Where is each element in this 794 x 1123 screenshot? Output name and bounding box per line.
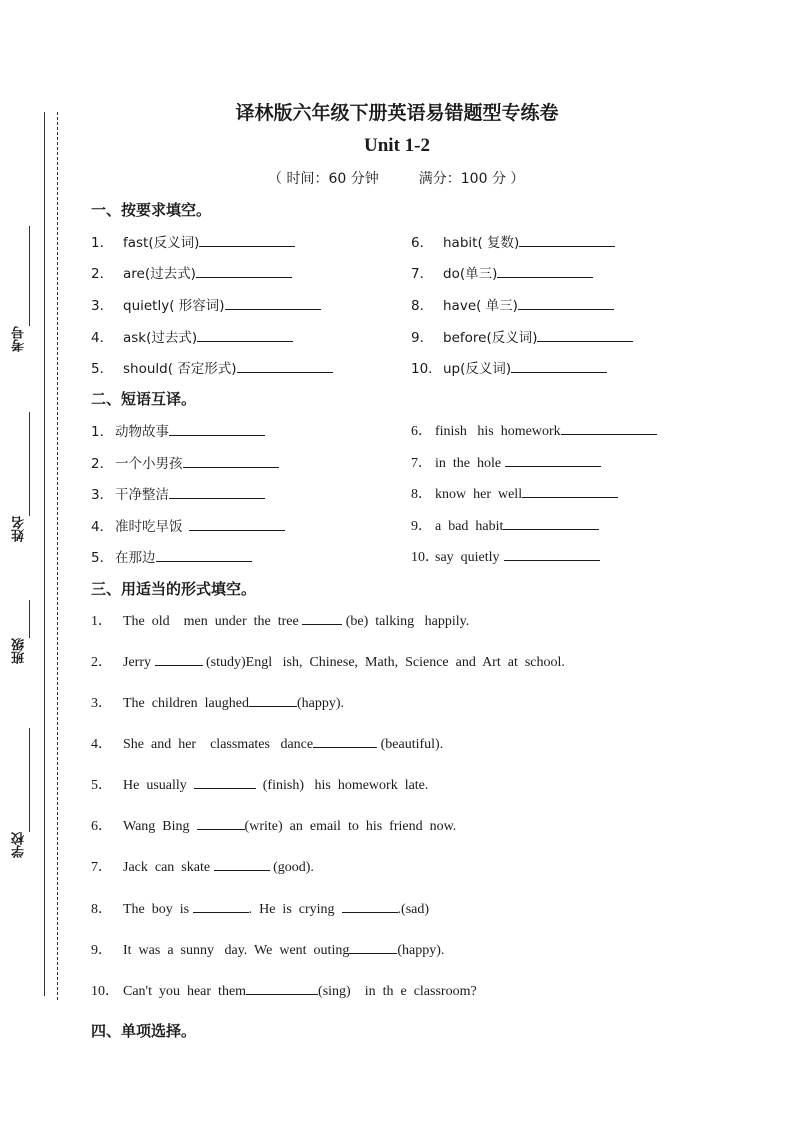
answer-blank[interactable] <box>342 899 398 913</box>
item-number: 2． <box>91 655 112 670</box>
item-text-after: (happy). <box>296 696 344 711</box>
item-text: 在那边 <box>115 550 156 566</box>
item-text-before: Wang Bing <box>123 819 197 834</box>
item-text: 一个小男孩 <box>115 456 183 472</box>
item-number: 9． <box>411 330 434 346</box>
s1-item-8 <box>411 294 614 314</box>
item-text: up(反义词) <box>443 361 512 377</box>
name-line <box>29 412 30 516</box>
item-text-before: The old men under the tree <box>123 614 303 629</box>
item-number: 10． <box>91 984 119 999</box>
item-text: quietly( 形容词) <box>123 298 225 314</box>
item-number: 2． <box>91 266 114 282</box>
item-number: 1． <box>91 424 114 440</box>
item-text-after: (be) talking happily. <box>342 614 470 629</box>
s3-item-4 <box>91 733 443 753</box>
s2-item-4 <box>91 515 285 535</box>
s3-item-9 <box>91 939 444 959</box>
name-label: 姓名 <box>12 516 27 542</box>
item-text-after: .(sad) <box>397 902 430 917</box>
answer-blank[interactable] <box>497 264 593 278</box>
item-text-before: The boy is <box>123 902 193 917</box>
answer-blank[interactable] <box>194 775 256 789</box>
item-number: 1． <box>91 614 112 629</box>
item-text: ask(过去式) <box>123 330 198 346</box>
s1-item-7 <box>411 262 593 282</box>
answer-blank[interactable] <box>503 516 599 530</box>
s1-item-3 <box>91 294 321 314</box>
item-text-before: Jerry <box>123 655 155 670</box>
answer-blank[interactable] <box>511 359 607 373</box>
s2-item-2 <box>91 452 279 472</box>
answer-blank[interactable] <box>189 517 285 531</box>
s3-item-3 <box>91 692 344 712</box>
answer-blank[interactable] <box>225 296 321 310</box>
item-text-after: (study)Engl ish, Chinese, Math, Science and Art at school. <box>202 655 565 670</box>
item-text-before: Can't you hear them <box>123 984 247 999</box>
answer-blank[interactable] <box>156 548 252 562</box>
s3-item-10 <box>91 980 477 1000</box>
s1-item-5 <box>91 357 333 377</box>
item-number: 3． <box>91 298 114 314</box>
answer-blank[interactable] <box>522 484 618 498</box>
item-text: in the hole <box>435 456 502 471</box>
answer-blank[interactable] <box>237 359 333 373</box>
s3-item-6 <box>91 815 456 835</box>
class-line <box>29 600 30 638</box>
s3-item-8 <box>91 898 429 918</box>
s1-item-10 <box>411 357 607 377</box>
item-text: fast(反义词) <box>123 235 200 251</box>
item-number: 9． <box>91 943 112 958</box>
s2-item-1 <box>91 420 265 440</box>
s2-item-3 <box>91 483 265 503</box>
item-text-after: (write) an email to his friend now. <box>244 819 457 834</box>
item-number: 7． <box>91 860 112 875</box>
answer-blank[interactable] <box>504 547 600 561</box>
item-number: 6． <box>411 424 432 439</box>
s1-item-2 <box>91 262 292 282</box>
item-number: 6． <box>91 819 112 834</box>
s2-item-7 <box>411 452 601 472</box>
item-text: should( 否定形式) <box>123 361 237 377</box>
item-text-before: She and her classmates dance <box>123 737 314 752</box>
s3-item-1 <box>91 610 469 630</box>
item-text-before: He usually <box>123 778 194 793</box>
s1-item-9 <box>411 326 633 346</box>
item-text-after: (sing) in th e classroom? <box>318 984 477 999</box>
item-text-after: (finish) his homework late. <box>255 778 429 793</box>
item-number: 7． <box>411 266 434 282</box>
s1-item-1 <box>91 231 295 251</box>
s1-item-6 <box>411 231 615 251</box>
item-number: 3． <box>91 487 114 503</box>
item-text: are(过去式) <box>123 266 196 282</box>
s3-item-2 <box>91 651 565 671</box>
item-number: 5． <box>91 361 114 377</box>
item-number: 5． <box>91 550 114 566</box>
item-text-before: It was a sunny day. We went outing <box>123 943 350 958</box>
item-number: 8． <box>91 902 112 917</box>
section-2-heading: 二、短语互译。 <box>91 390 197 408</box>
item-text: habit( 复数) <box>443 235 520 251</box>
item-text-middle: . He is crying <box>248 902 342 917</box>
s3-item-7 <box>91 856 314 876</box>
answer-blank[interactable] <box>313 734 377 748</box>
section-4-heading: 四、单项选择。 <box>91 1022 197 1040</box>
section-3-heading: 三、用适当的形式填空。 <box>91 580 257 598</box>
answer-blank[interactable] <box>561 421 657 435</box>
answer-blank[interactable] <box>193 899 249 913</box>
answer-blank[interactable] <box>199 233 295 247</box>
item-text: 准时吃早饭 <box>115 519 183 535</box>
item-number: 9． <box>411 519 432 534</box>
unit-subtitle: Unit 1-2 <box>364 135 430 156</box>
answer-blank[interactable] <box>349 940 397 954</box>
item-text: know her well <box>435 487 523 502</box>
s2-item-9 <box>411 515 599 535</box>
item-text-after: (good). <box>269 860 314 875</box>
s2-item-6 <box>411 420 657 440</box>
s2-item-10 <box>411 546 600 566</box>
answer-blank[interactable] <box>246 981 318 995</box>
item-text: 干净整洁 <box>115 487 169 503</box>
exam-number-line <box>29 226 30 326</box>
exam-number-field <box>8 226 32 361</box>
item-number: 8． <box>411 298 434 314</box>
answer-blank[interactable] <box>537 328 633 342</box>
binding-dashed-line <box>57 112 58 1000</box>
item-number: 8． <box>411 487 432 502</box>
answer-blank[interactable] <box>519 233 615 247</box>
answer-blank[interactable] <box>518 296 614 310</box>
answer-blank[interactable] <box>196 264 292 278</box>
answer-blank[interactable] <box>214 857 270 871</box>
item-number: 10． <box>411 550 439 565</box>
answer-blank[interactable] <box>197 816 245 830</box>
item-number: 7． <box>411 456 432 471</box>
s1-item-4 <box>91 326 293 346</box>
answer-blank[interactable] <box>169 485 265 499</box>
item-text: say quietly <box>435 550 500 565</box>
item-text: do(单三) <box>443 266 498 282</box>
class-field <box>8 600 32 735</box>
item-text: finish his homework <box>435 424 561 439</box>
item-number: 4． <box>91 330 114 346</box>
item-text-after: (happy). <box>397 943 445 958</box>
item-text-before: The children laughed <box>123 696 249 711</box>
item-number: 10． <box>411 361 442 377</box>
s2-item-5 <box>91 546 252 566</box>
page-title: 译林版六年级下册英语易错题型专练卷 <box>235 102 559 124</box>
item-text: have( 单三) <box>443 298 518 314</box>
answer-blank[interactable] <box>155 652 203 666</box>
name-field <box>8 412 32 547</box>
item-text: a bad habit <box>435 519 504 534</box>
time-score-info: （ 时间：60 分钟 满分：100 分 ） <box>268 171 525 187</box>
item-number: 6． <box>411 235 434 251</box>
item-number: 4． <box>91 519 114 535</box>
item-text-after: (beautiful). <box>377 737 444 752</box>
item-number: 2． <box>91 456 114 472</box>
exam-number-label: 考号 <box>12 326 27 352</box>
item-number: 4． <box>91 737 112 752</box>
school-field <box>8 728 32 863</box>
item-text: before(反义词) <box>443 330 538 346</box>
school-label: 学校 <box>12 832 27 858</box>
item-number: 1． <box>91 235 114 251</box>
section-1-heading: 一、按要求填空。 <box>91 201 212 219</box>
item-number: 5． <box>91 778 112 793</box>
school-line <box>29 728 30 832</box>
class-label: 班级 <box>12 638 27 664</box>
answer-blank[interactable] <box>169 422 265 436</box>
s2-item-8 <box>411 483 618 503</box>
answer-blank[interactable] <box>505 453 601 467</box>
answer-blank[interactable] <box>197 328 293 342</box>
s3-item-5 <box>91 774 428 794</box>
item-number: 3． <box>91 696 112 711</box>
answer-blank[interactable] <box>183 454 279 468</box>
answer-blank[interactable] <box>302 611 342 625</box>
item-text: 动物故事 <box>115 424 169 440</box>
answer-blank[interactable] <box>249 693 297 707</box>
binding-solid-line <box>44 112 45 996</box>
item-text-before: Jack can skate <box>123 860 214 875</box>
